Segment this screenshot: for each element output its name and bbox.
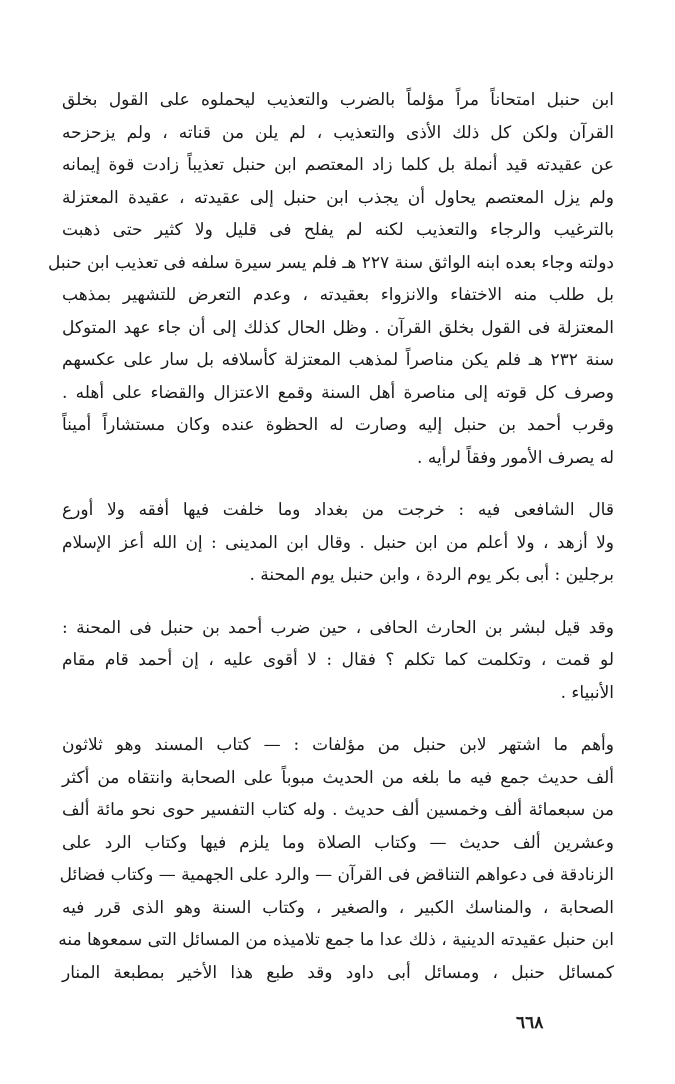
text-line: ابن حنبل عقيدته الدينية ، ذلك عدا ما جمع تلاميذه من المسائل التى سمعوها منه bbox=[58, 930, 614, 950]
text-line: برجلين : أبى بكر يوم الردة ، وابن حنبل يوم المحنة . bbox=[249, 565, 614, 585]
paragraph-works bbox=[58, 729, 614, 989]
text-line: سنة ٢٣٢ هـ فلم يكن مناصراً لمذهب المعتزلة كأسلافه بل سار على عكسهم bbox=[62, 350, 614, 370]
text-line: ألف حديث جمع فيه ما بلغه من الحديث مبوباً على الصحابة وانتقاه من أكثر bbox=[62, 767, 614, 788]
text-line: بل طلب منه الاختفاء والانزواء بعقيدته ، وعدم التعرض للتشهير بمذهب bbox=[62, 285, 614, 305]
text-line: وصرف كل قوته إلى مناصرة أهل السنة وقمع الاعتزال والقضاء على أهله . bbox=[62, 382, 614, 403]
text-line: قال الشافعى فيه : خرجت من بغداد وما خلفت فيها أفقه ولا أورع bbox=[62, 500, 614, 520]
text-line: دولته وجاء بعده ابنه الواثق سنة ٢٢٧ هـ فلم يسر سيرة سلفه فى تعذيب ابن حنبل bbox=[48, 252, 614, 273]
text-line: الصحابة ، والمناسك الكبير ، والصغير ، وكتاب السنة وهو الذى قرر فيه bbox=[62, 897, 614, 918]
text-line: كمسائل حنبل ، ومسائل أبى داود وقد طبع هذا الأخير بمطبعة المنار bbox=[62, 962, 614, 983]
text-line: الزنادقة فى دعواهم التناقض فى القرآن — والرد على الجهمية — وكتاب فضائل bbox=[59, 865, 614, 885]
text-line: القرآن ولكن كل ذلك الأذى والتعذيب ، لم يلن من قناته ، ولم يزحزحه bbox=[62, 122, 614, 143]
text-line: وقد قيل لبشر بن الحارث الحافى ، حين ضرب أحمد بن حنبل فى المحنة : bbox=[62, 617, 614, 638]
page-body bbox=[48, 84, 614, 989]
text-line: وقرب أحمد بن حنبل إليه وصارت له الحظوة عنده وكان مستشاراً أميناً bbox=[62, 415, 614, 435]
text-line: وعشرين ألف حديث — وكتاب الصلاة وما يلزم فيها وكتاب الرد على bbox=[62, 832, 614, 853]
paragraph-persecution bbox=[48, 84, 614, 474]
text-line: المعتزلة فى القول بخلق القرآن . وظل الحال كذلك إلى أن جاء عهد المتوكل bbox=[62, 317, 614, 338]
paragraph-gap bbox=[62, 709, 614, 729]
text-line: عن عقيدته قيد أنملة بل كلما زاد المعتصم ابن حنبل تعذيباً زادت قوة إيمانه bbox=[62, 155, 614, 175]
paragraph-gap bbox=[62, 592, 614, 612]
paragraph-shafii-quote bbox=[62, 494, 614, 592]
text-line: له يصرف الأمور وفقاً لرأيه . bbox=[417, 447, 614, 468]
text-line: الأنبياء . bbox=[560, 682, 614, 703]
text-line: ابن حنبل امتحاناً مراً مؤلماً بالضرب والتعذيب ليحملوه على القول بخلق bbox=[62, 90, 614, 110]
text-line: بالترغيب والرجاء والتعذيب لكنه لم يفلح فى قليل ولا كثير حتى ذهبت bbox=[62, 220, 614, 240]
text-line: وأهم ما اشتهر لابن حنبل من مؤلفات : — كتاب المسند وهو ثلاثون bbox=[62, 735, 614, 755]
page-number: ٦٦٨ bbox=[516, 1013, 544, 1033]
paragraph-bishr-quote bbox=[62, 612, 614, 710]
text-line: ولم يزل المعتصم يحاول أن يجذب ابن حنبل إلى عقيدته ، عقيدة المعتزلة bbox=[62, 187, 614, 208]
text-line: من سبعمائة ألف وخمسين ألف حديث . وله كتاب التفسير حوى نحو مائة ألف bbox=[62, 800, 614, 820]
text-line: لو قمت ، وتكلمت كما تكلم ؟ فقال : لا أقوى عليه ، إن أحمد قام مقام bbox=[62, 650, 614, 670]
paragraph-gap bbox=[62, 474, 614, 494]
text-line: ولا أزهد ، ولا أعلم من ابن حنبل . وقال ابن المدينى : إن الله أعز الإسلام bbox=[62, 532, 614, 553]
